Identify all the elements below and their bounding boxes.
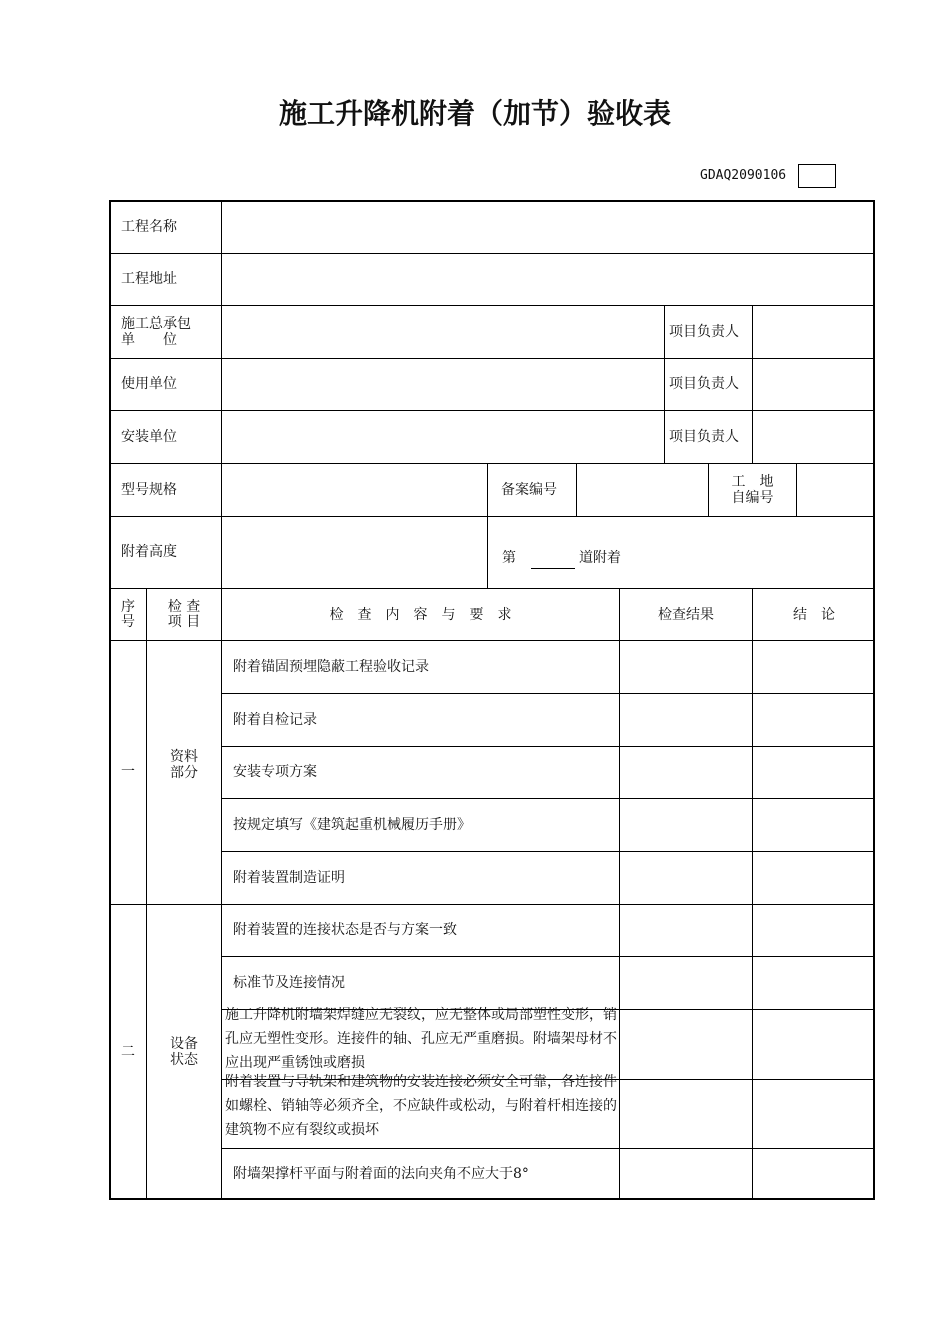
label-project-name: 工程名称 [121, 219, 177, 235]
label-install-unit: 安装单位 [121, 429, 177, 445]
header-seq-line2: 号 [121, 614, 135, 630]
section-1-name-line1: 资料 [170, 749, 198, 765]
label-project-manager-1: 项目负责人 [669, 324, 739, 340]
check-item-2-4: 附着装置与导轨架和建筑物的安装连接必须安全可靠，各连接件如螺栓、销轴等必须齐全，不应缺件或松动，与附着杆相连接的建筑物不应有裂纹或损坏 [225, 1074, 617, 1138]
label-site-number-line1: 工 地 [731, 474, 774, 490]
header-item-line1: 检 查 [167, 599, 201, 615]
label-project-manager-3: 项目负责人 [669, 429, 739, 445]
label-project-address: 工程地址 [121, 271, 177, 287]
check-item-1-5: 附着装置制造证明 [233, 870, 345, 886]
label-general-contractor-line1: 施工总承包 [121, 316, 191, 332]
section-1-seq: 一 [121, 764, 135, 780]
header-conclusion: 结 论 [793, 607, 835, 623]
label-user-unit: 使用单位 [121, 376, 177, 392]
nth-attachment-blank[interactable] [531, 568, 575, 569]
check-item-2-3: 施工升降机附墙架焊缝应无裂纹，应无整体或局部塑性变形，销孔应无塑性变形。连接件的轴、孔应无严重磨损。附墙架母材不应出现严重锈蚀或磨损 [225, 1007, 617, 1071]
header-item-line2: 项 目 [167, 614, 201, 630]
header-result: 检查结果 [658, 607, 714, 623]
section-2-name-line2: 状态 [170, 1052, 198, 1068]
section-2-name-line1: 设备 [170, 1036, 198, 1052]
check-item-1-1: 附着锚固预埋隐蔽工程验收记录 [233, 659, 429, 675]
check-item-1-2: 附着自检记录 [233, 712, 317, 728]
label-model-spec: 型号规格 [121, 482, 177, 498]
section-1-name-line2: 部分 [170, 765, 198, 781]
page-title: 施工升降机附着（加节）验收表 [278, 97, 671, 130]
section-2-seq: 二 [121, 1044, 135, 1060]
label-attach-height: 附着高度 [121, 544, 177, 560]
label-general-contractor-line2: 单 位 [121, 332, 177, 348]
check-item-2-2: 标准节及连接情况 [233, 975, 345, 991]
check-item-2-5: 附墙架撑杆平面与附着面的法向夹角不应大于8° [233, 1166, 529, 1182]
label-record-number: 备案编号 [501, 482, 557, 498]
header-content: 检 查 内 容 与 要 求 [329, 607, 512, 623]
label-nth-suffix: 道附着 [579, 550, 621, 566]
check-item-2-1: 附着装置的连接状态是否与方案一致 [233, 922, 457, 938]
label-site-number-line2: 自编号 [731, 490, 774, 506]
check-item-1-3: 安装专项方案 [233, 764, 317, 780]
form-code-suffix-field[interactable] [798, 164, 836, 188]
form-code: GDAQ2090106 [700, 168, 787, 183]
check-item-1-4: 按规定填写《建筑起重机械履历手册》 [233, 817, 471, 833]
label-nth-prefix: 第 [502, 550, 516, 566]
header-seq-line1: 序 [121, 599, 135, 615]
label-project-manager-2: 项目负责人 [669, 376, 739, 392]
